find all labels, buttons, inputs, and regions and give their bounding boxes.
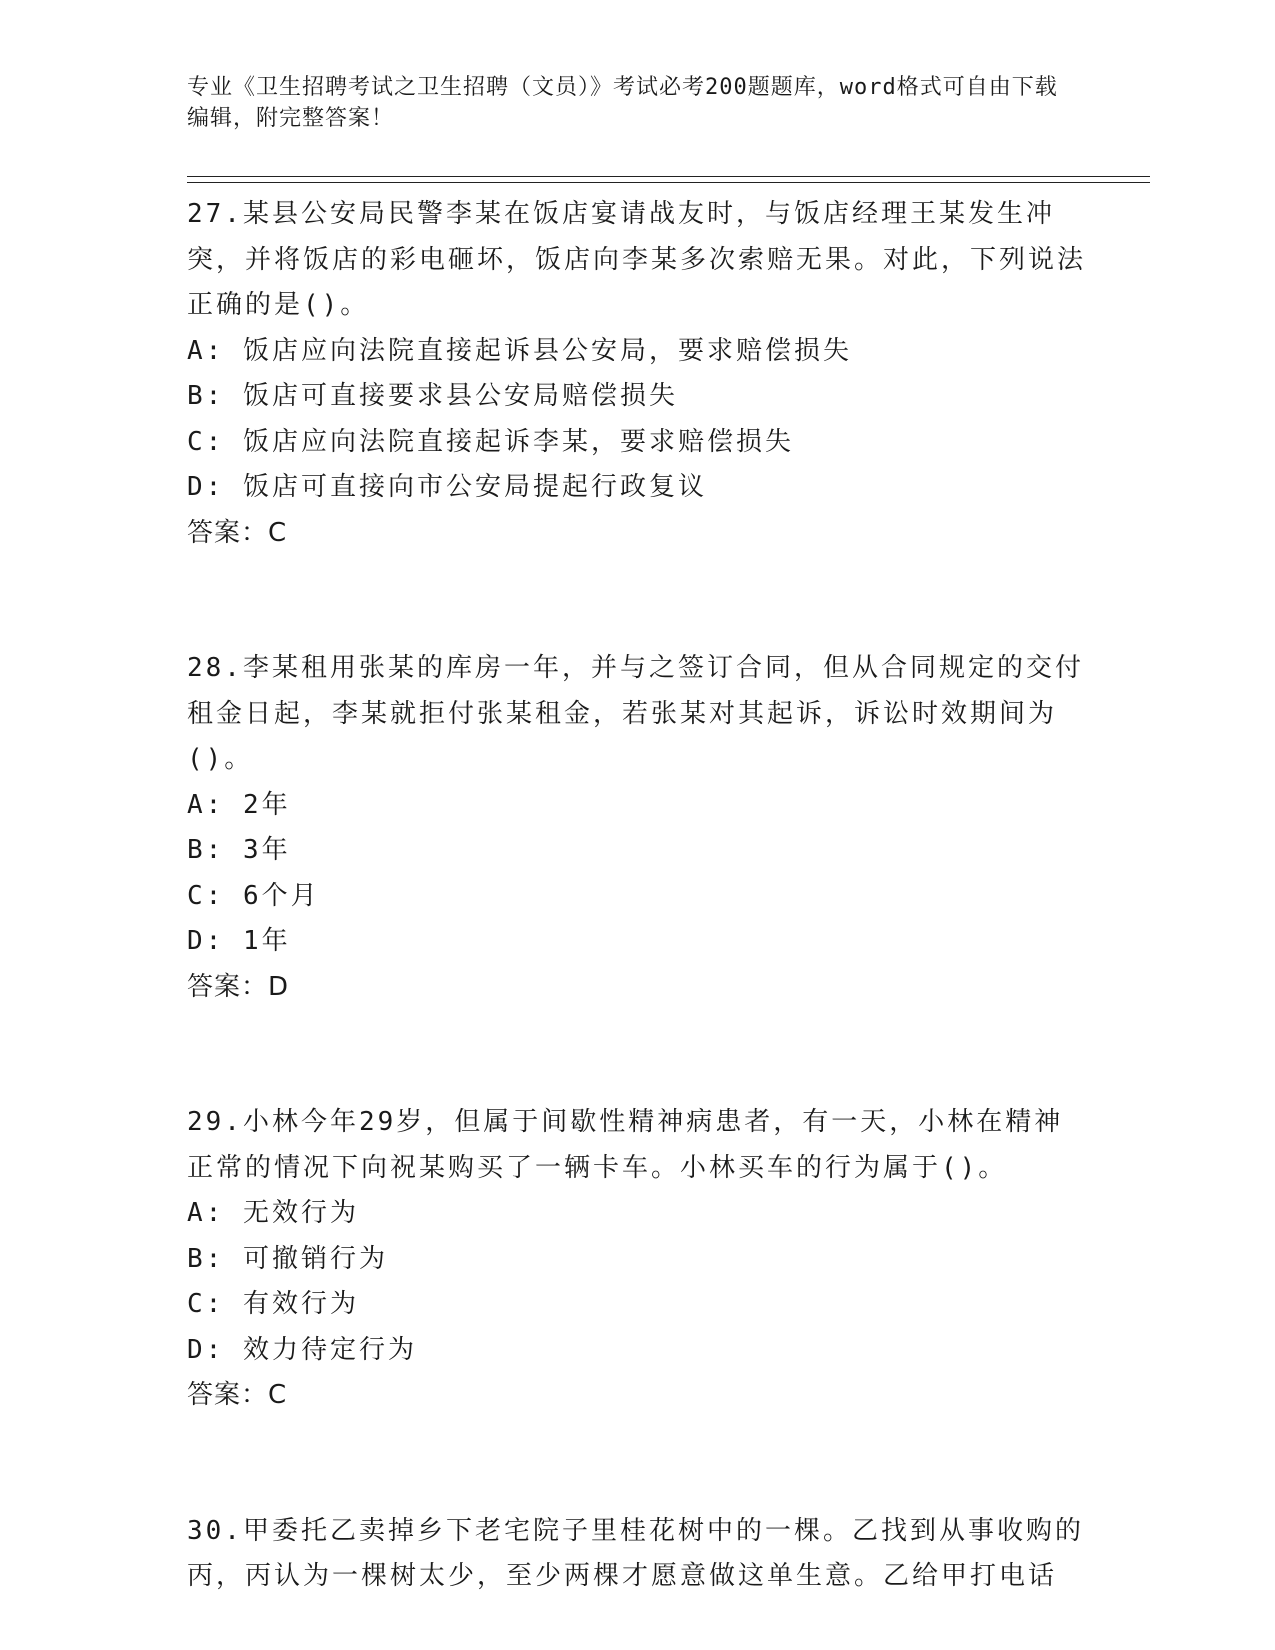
- question-stem: 29.小林今年29岁，但属于间歇性精神病患者，有一天，小林在精神正常的情况下向祝某购买了一辆卡车。小林买车的行为属于()。: [187, 1107, 1064, 1183]
- answer-value: D: [268, 971, 290, 1002]
- option-d: D: 饭店可直接向市公安局提起行政复议: [187, 472, 707, 502]
- option-c: C: 有效行为: [187, 1289, 359, 1319]
- header-divider-bottom: [187, 182, 1150, 183]
- option-a: A: 无效行为: [187, 1198, 359, 1228]
- question-30: [187, 1509, 1087, 1600]
- document-header: 专业《卫生招聘考试之卫生招聘（文员）》考试必考200题题库，word格式可自由下载编辑，附完整答案！: [187, 75, 1058, 131]
- option-d: D: 1年: [187, 926, 291, 956]
- question-28: [187, 646, 1087, 1010]
- option-a: A: 饭店应向法院直接起诉县公安局，要求赔偿损失: [187, 335, 852, 366]
- option-b: B: 3年: [187, 835, 291, 865]
- question-stem: 28.李某租用张某的库房一年，并与之签订合同，但从合同规定的交付租金日起，李某就拒付张某租金，若张某对其起诉，诉讼时效期间为()。: [187, 653, 1084, 774]
- answer-value: C: [268, 517, 288, 548]
- option-c: C: 6个月: [187, 880, 320, 911]
- answer-line: [187, 965, 1087, 1011]
- option-b: B: 可撤销行为: [187, 1243, 388, 1274]
- question-stem: 27.某县公安局民警李某在饭店宴请战友时，与饭店经理王某发生冲突，并将饭店的彩电砸坏，饭店向李某多次索赔无果。对此，下列说法正确的是()。: [187, 199, 1087, 320]
- option-a: A: 2年: [187, 789, 291, 820]
- question-29: [187, 1100, 1087, 1419]
- question-27: [187, 192, 1087, 556]
- answer-line: [187, 1373, 1087, 1419]
- answer-label: 答案：: [187, 1380, 269, 1410]
- option-c: C: 饭店应向法院直接起诉李某，要求赔偿损失: [187, 426, 794, 457]
- answer-label: 答案：: [187, 971, 269, 1002]
- option-b: B: 饭店可直接要求县公安局赔偿损失: [187, 381, 678, 411]
- answer-line: [187, 511, 1087, 557]
- header-divider-top: [187, 176, 1150, 177]
- question-stem: 30.甲委托乙卖掉乡下老宅院子里桂花树中的一棵。乙找到从事收购的丙，丙认为一棵树太少，至少两棵才愿意做这单生意。乙给甲打电话: [187, 1515, 1084, 1591]
- option-d: D: 效力待定行为: [187, 1334, 417, 1365]
- question-list: [187, 192, 1087, 1600]
- answer-label: 答案：: [187, 517, 269, 548]
- answer-value: C: [268, 1380, 288, 1410]
